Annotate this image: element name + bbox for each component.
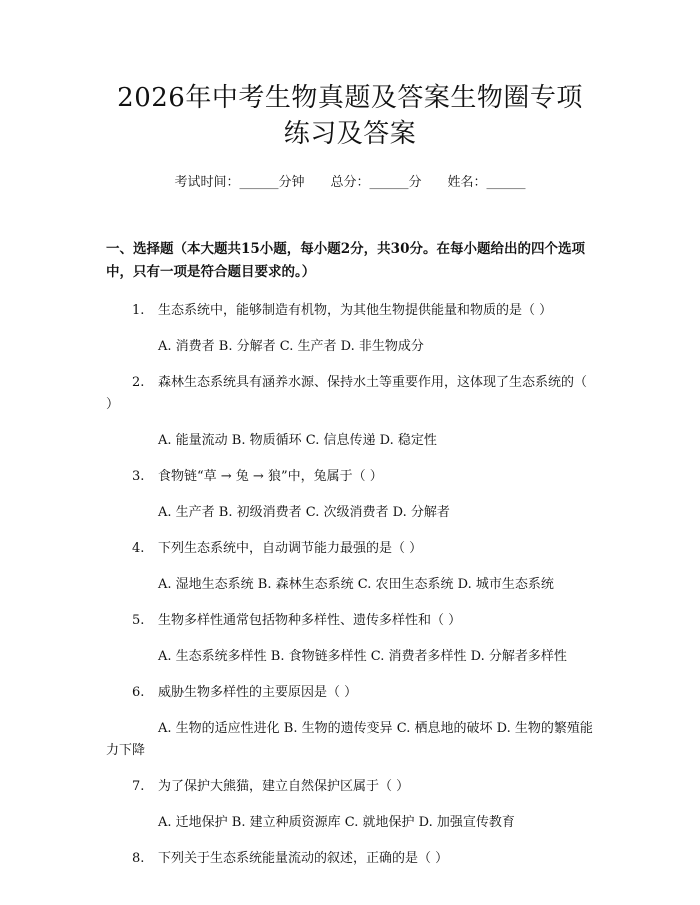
- question-4-options: A. 湿地生态系统 B. 森林生态系统 C. 农田生态系统 D. 城市生态系统: [158, 577, 554, 592]
- question-3: [106, 466, 594, 488]
- question-number: 4.: [132, 541, 145, 556]
- question-text: 生物多样性通常包括物种多样性、遗传多样性和（ ）: [158, 613, 462, 628]
- question-list: [106, 300, 594, 870]
- section-heading: 一、选择题（本大题共15小题，每小题2分，共30分。在每小题给出的四个选项中，只有一项是符合题目要求的。）: [106, 241, 585, 280]
- question-text: 森林生态系统具有涵养水源、保持水土等重要作用，这体现了生态系统的（ ）: [106, 375, 588, 412]
- exam-time-field: 考试时间：______分钟: [174, 175, 305, 190]
- question-number: 3.: [132, 469, 145, 484]
- question-4: [106, 538, 594, 560]
- question-3-options: A. 生产者 B. 初级消费者 C. 次级消费者 D. 分解者: [158, 505, 450, 520]
- page-title: 2026年中考生物真题及答案生物圈专项练习及答案: [117, 83, 583, 149]
- question-number: 2.: [132, 375, 145, 390]
- question-text: 为了保护大熊猫，建立自然保护区属于（ ）: [158, 779, 410, 794]
- question-7-options: A. 迁地保护 B. 建立种质资源库 C. 就地保护 D. 加强宣传教育: [158, 815, 515, 830]
- question-1-options: A. 消费者 B. 分解者 C. 生产者 D. 非生物成分: [158, 339, 424, 354]
- question-6: [106, 682, 594, 704]
- question-text: 威胁生物多样性的主要原因是（ ）: [158, 685, 358, 700]
- question-text: 下列关于生态系统能量流动的叙述，正确的是（ ）: [158, 851, 449, 866]
- total-score-field: 总分：______分: [330, 175, 422, 190]
- question-7: [106, 776, 594, 798]
- question-6-options: A. 生物的适应性进化 B. 生物的遗传变异 C. 栖息地的破坏 D. 生物的繁殖能力下降: [106, 721, 593, 758]
- question-number: 5.: [132, 613, 145, 628]
- question-number: 1.: [132, 303, 145, 318]
- question-number: 7.: [132, 779, 145, 794]
- question-5-options: A. 生态系统多样性 B. 食物链多样性 C. 消费者多样性 D. 分解者多样性: [158, 649, 567, 664]
- question-2-options: A. 能量流动 B. 物质循环 C. 信息传递 D. 稳定性: [158, 433, 437, 448]
- question-8: [106, 848, 594, 870]
- question-number: 6.: [132, 685, 145, 700]
- name-field: 姓名：______: [447, 175, 526, 190]
- question-text: 下列生态系统中，自动调节能力最强的是（ ）: [158, 541, 423, 556]
- question-2: [106, 372, 594, 416]
- question-text: 生态系统中，能够制造有机物，为其他生物提供能量和物质的是（ ）: [158, 303, 553, 318]
- question-5: [106, 610, 594, 632]
- question-number: 8.: [132, 851, 145, 866]
- question-text: 食物链“草 → 兔 → 狼”中，兔属于（ ）: [158, 469, 383, 484]
- exam-meta: [106, 174, 594, 192]
- question-1: [106, 300, 594, 322]
